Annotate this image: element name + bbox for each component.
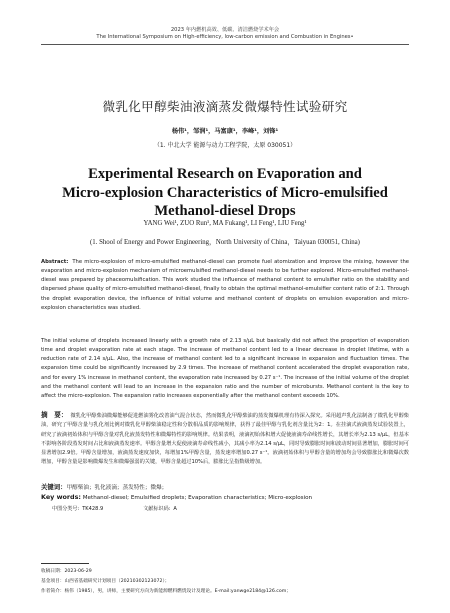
chinese-title: 微乳化甲醇柴油液滴蒸发微爆特性试验研究 [102, 99, 348, 114]
footnote-rule [41, 563, 89, 564]
chinese-affiliation: （1. 中北大学 能源与动力工程学院，太原 030051） [153, 142, 297, 149]
english-title-line-1: Experimental Research on Evaporation and [88, 166, 362, 182]
english-keywords-text: Methanol-diesel; Emulsified droplets; Evaporation characteristics; Micro-explosion [82, 495, 313, 501]
english-affiliation: (1. Shool of Energy and Power Engineering，North University of China，Taiyuan 030051, China) [90, 239, 360, 246]
chinese-abstract-label: 摘 要： [41, 411, 68, 419]
abstract-label: Abstract: [41, 259, 69, 265]
running-header-cn: 2023 年内燃机高效、低碳、清洁燃烧学术年会 [170, 27, 280, 33]
chinese-keywords-text: 甲醇柴油；乳化液滴；蒸发特性；微爆； [66, 485, 168, 491]
classification-line [52, 505, 177, 512]
english-title-line-2: Micro-explosion Characteristics of Micro-emulsified [62, 184, 388, 201]
abstract-paragraph-1: The micro-explosion of micro-emulsified methanol-diesel can promote fuel atomization and improve the mixing, however the evaporation and micro-explosion mechanism of microemulsified methanol-diesel needs to be further explored. Micro-emulsified methanol-diesel was prepared by phaceomulsification. This work studied the influence of methanol content to emulsifier ratio on the stability and dispersed phase quality of micro-emulsified methanol-diesel, finally to obtain the optimal methanol-emulsifier content ratio of 2:1. Through the droplet evaporation device, the influence of initial volume and methanol content of droplets on emulsion evaporation and micro-explosion characteristics was studied. [41, 259, 409, 311]
footnote-received: 收稿日期：2023-06-29 [41, 569, 92, 574]
abstract-paragraph-2: The initial volume of droplets increased linearly with a growth rate of 2.13 s/μL but basically did not affect the proportion of evaporation time and droplet evaporation rate at each stage. The increase of methanol content led to a linear decrease in droplet lifetime, with a reduction rate of 2.14 s/μL. Also, the increase of methanol content led to a significant increase in expansion and fluctuation times. The expansion time could be significantly increased by 2.9 times. The increase of methanol content accelerated the droplet evaporation rate, and for every 1% increase in methanol content, the evaporation rate increased by 0.27 s⁻¹. The increase of the initial volume of the droplet and the methanol content will lead to an increase in the expansion ratio and the number of microbursts. Methanol content is the key to affect the micro-explosion. The expansion ratio increases exponentially after the methanol content exceeds 10%. [41, 338, 409, 399]
footnote-fund: 基金项目：山西省基础研究计划项目（20210302123072）； [41, 579, 170, 584]
doc-code-value: A [173, 506, 177, 512]
clc-label: 中图分类号: [52, 506, 80, 512]
chinese-authors: 杨伟¹，邹润¹，马富康¹，李峰¹，刘锋¹ [171, 128, 279, 135]
chinese-abstract [41, 411, 409, 468]
english-abstract [41, 258, 409, 313]
english-keywords [41, 493, 312, 501]
footnote-author: 作者简介：杨伟（1985），男，讲师，主要研究方向为新能源燃料燃烧设计及理论。E-mail:yanwge2184@126.com； [41, 589, 291, 594]
running-header-en: The International Symposium on High-efficiency, low-carbon emission and Combustion in Engines• [96, 34, 354, 40]
doc-code-label: 文献标识码: [143, 506, 171, 512]
english-abstract-continued [41, 337, 409, 401]
english-authors: YANG Wei¹, ZUO Run¹, MA Fukang¹, LI Feng¹, LIU Feng¹ [143, 220, 307, 227]
english-title-line-3: Methanol-diesel Drops [154, 203, 296, 219]
header-rule [41, 44, 409, 45]
chinese-keywords-label: 关键词： [41, 483, 67, 491]
english-keywords-label: Key words: [41, 493, 81, 501]
chinese-abstract-text: 微乳化甲醇柴油微爆能够促进燃油雾化改善油气混合状态，然而微乳化甲醇柴油的蒸发微爆机理有待深入探究。采用超声乳化法制备了微乳化甲醇柴油，研究了甲醇含量与乳化剂比例对微乳化甲醇柴油稳定性和分散相品质的影响规律，获得了最佳甲醇与乳化剂含量比为2：1。在挂滴式液滴蒸发试验装置上，研究了液滴初始体积与甲醇含量对乳化液蒸发特性和微爆特性的影响规律。结果表明，液滴初始体积增大促使液滴寿命线性增长，其增长率为2.13 s/μL，但基本不影响各阶段蒸发时间占比和液滴蒸发速率。甲醇含量增大促使液滴寿命线性减小，其减小率为2.14 s/μL，同时导致膨胀时间和波动时间显著增加，膨胀时间可显著增加2.9倍。甲醇含量增加，液滴蒸发速度加快，每增加1%甲醇含量，蒸发速率增加0.27 s⁻¹。液滴初始体积与甲醇含量的增加均会导致膨胀比和微爆次数增加，甲醇含量是影响微爆发生和微爆强弱的关键，甲醇含量超过10%后，膨胀比呈指数级增加。 [41, 413, 409, 466]
clc-value: TK428.9 [82, 506, 104, 512]
chinese-keywords [41, 482, 167, 491]
english-title [0, 165, 450, 221]
